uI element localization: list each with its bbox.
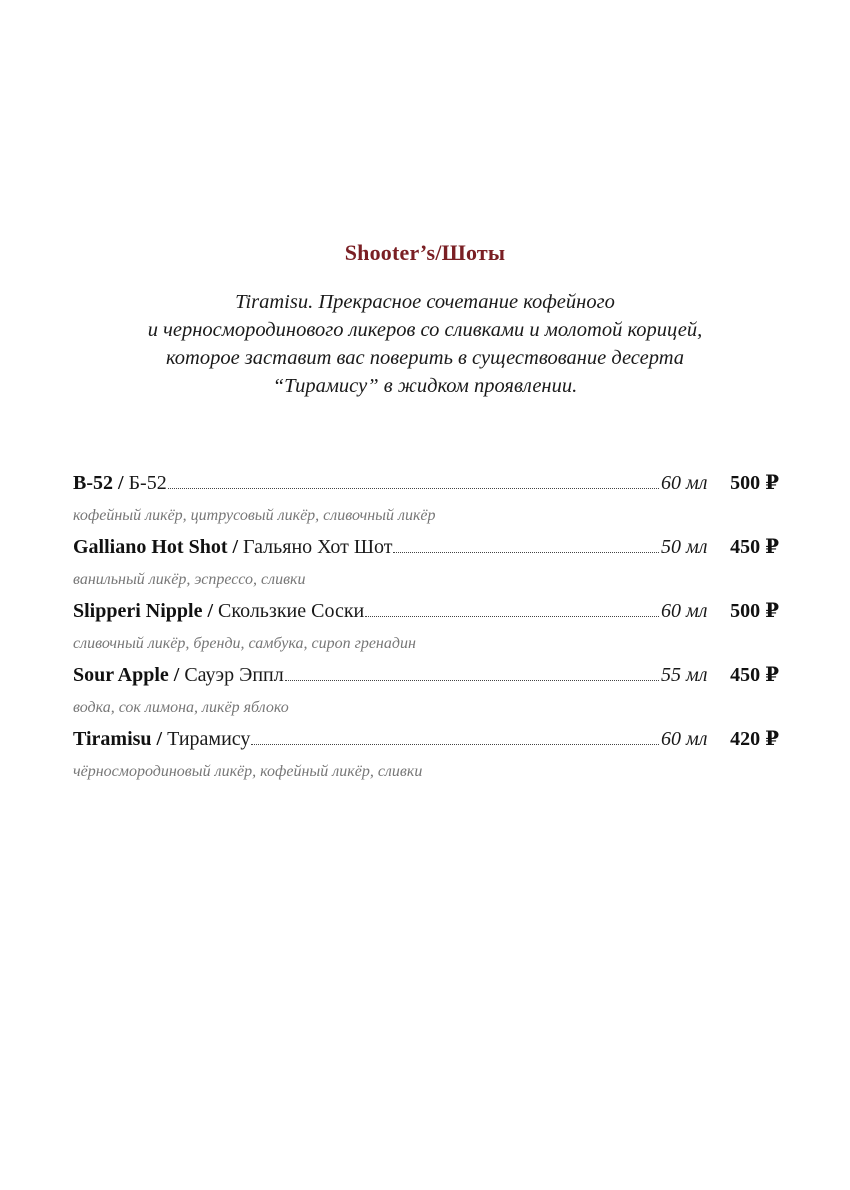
item-volume: 60 мл [661, 728, 708, 750]
item-description: чёрносмородиновый ликёр, кофейный ликёр, сливки [73, 763, 423, 780]
menu-item-line [73, 534, 779, 564]
dot-leader [251, 744, 659, 745]
item-description: сливочный ликёр, бренди, самбука, сироп гренадин [73, 635, 416, 652]
menu-list [73, 470, 779, 790]
item-price: 500 ₽ [730, 472, 779, 494]
item-name-en: B-52 [73, 472, 113, 494]
item-volume: 60 мл [661, 600, 708, 622]
intro-line: и черносмородинового ликеров со сливками и молотой корицей, [147, 319, 703, 341]
dot-leader [393, 552, 659, 553]
item-volume: 55 мл [661, 664, 708, 686]
dot-leader [168, 488, 659, 489]
menu-item [73, 726, 779, 790]
item-description: водка, сок лимона, ликёр яблоко [73, 699, 289, 716]
item-name-en: Galliano Hot Shot [73, 536, 228, 558]
menu-item-line [73, 726, 779, 756]
item-volume: 50 мл [661, 536, 708, 558]
section-title: Shooter’s/Шоты [344, 240, 506, 265]
item-price: 500 ₽ [730, 600, 779, 622]
item-name-ru: Гальяно Хот Шот [243, 536, 393, 558]
dot-leader [285, 680, 659, 681]
menu-item-line [73, 598, 779, 628]
menu-item [73, 598, 779, 662]
menu-item [73, 534, 779, 598]
intro-line: которое заставит вас поверить в существование десерта [165, 347, 685, 369]
item-name-en: Slipperi Nipple [73, 600, 203, 622]
dot-leader [365, 616, 659, 617]
menu-item-line [73, 662, 779, 692]
menu-item-line [73, 470, 779, 500]
item-name-separator: / [173, 664, 180, 686]
menu-item [73, 470, 779, 534]
item-name-ru: Б-52 [128, 472, 167, 494]
section-intro [0, 288, 850, 400]
item-price: 450 ₽ [730, 536, 779, 558]
item-name-separator: / [232, 536, 239, 558]
item-name-separator: / [207, 600, 214, 622]
item-description: кофейный ликёр, цитрусовый ликёр, сливочный ликёр [73, 507, 436, 524]
item-price: 450 ₽ [730, 664, 779, 686]
item-name-ru: Тирамису [167, 728, 251, 750]
item-name-en: Tiramisu [73, 728, 152, 750]
item-name-separator: / [118, 472, 124, 494]
item-name-en: Sour Apple [73, 664, 169, 686]
intro-line: “Тирамису” в жидком проявлении. [272, 375, 578, 397]
item-name-separator: / [156, 728, 163, 750]
item-name-ru: Скользкие Соски [218, 600, 365, 622]
menu-item [73, 662, 779, 726]
item-volume: 60 мл [661, 472, 708, 494]
item-name-ru: Сауэр Эппл [184, 664, 284, 686]
intro-line: Tiramisu. Прекрасное сочетание кофейного [235, 291, 615, 313]
item-price: 420 ₽ [730, 728, 779, 750]
item-description: ванильный ликёр, эспрессо, сливки [73, 571, 306, 588]
